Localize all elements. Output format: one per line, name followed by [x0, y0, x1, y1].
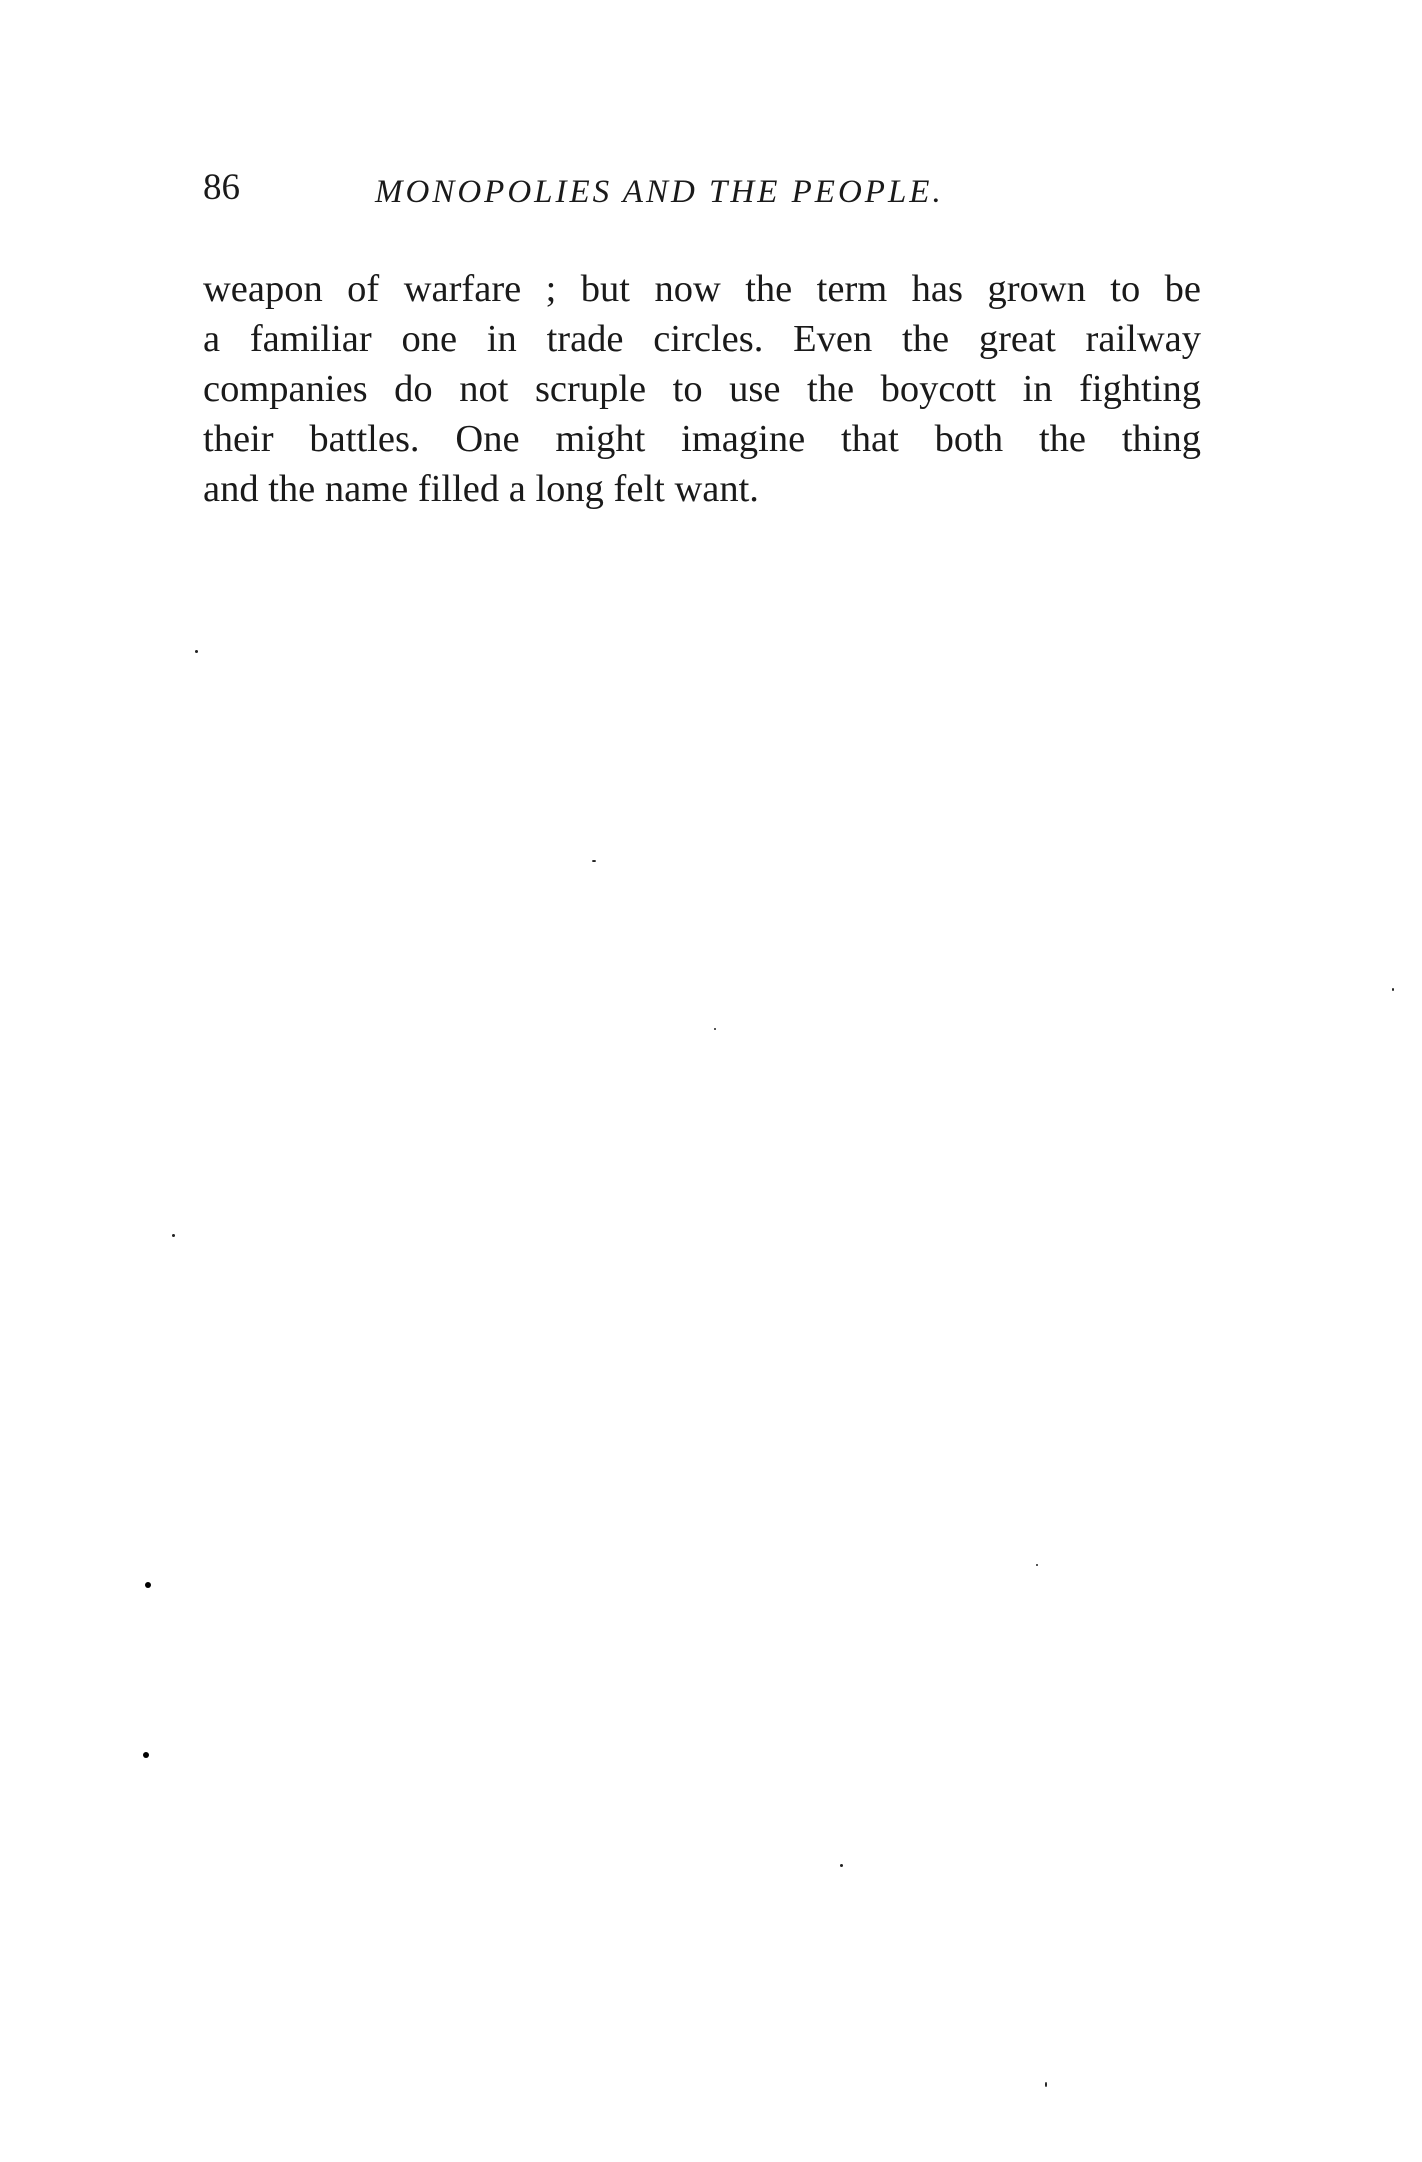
speck	[840, 1864, 843, 1867]
speck	[145, 1582, 151, 1588]
speck	[592, 860, 596, 862]
running-title: MONOPOLIES AND THE PEOPLE.	[375, 174, 944, 210]
speck	[195, 650, 198, 653]
speck	[714, 1028, 716, 1030]
text-line: their battles. One might imagine that both the thing	[203, 418, 1201, 460]
speck	[172, 1234, 175, 1237]
text-line: a familiar one in trade circles. Even the great railway	[203, 318, 1201, 360]
text-line: weapon of warfare ; but now the term has grown to be	[203, 268, 1201, 310]
running-head	[203, 168, 1203, 218]
speck	[1045, 2082, 1047, 2087]
speck	[143, 1752, 149, 1758]
speck	[1392, 988, 1394, 991]
text-line: companies do not scruple to use the boycott in fighting	[203, 368, 1201, 410]
body-paragraph	[203, 264, 1201, 514]
speck	[1036, 1564, 1038, 1566]
page-number: 86	[203, 167, 240, 208]
text-line: and the name filled a long felt want.	[203, 468, 759, 510]
